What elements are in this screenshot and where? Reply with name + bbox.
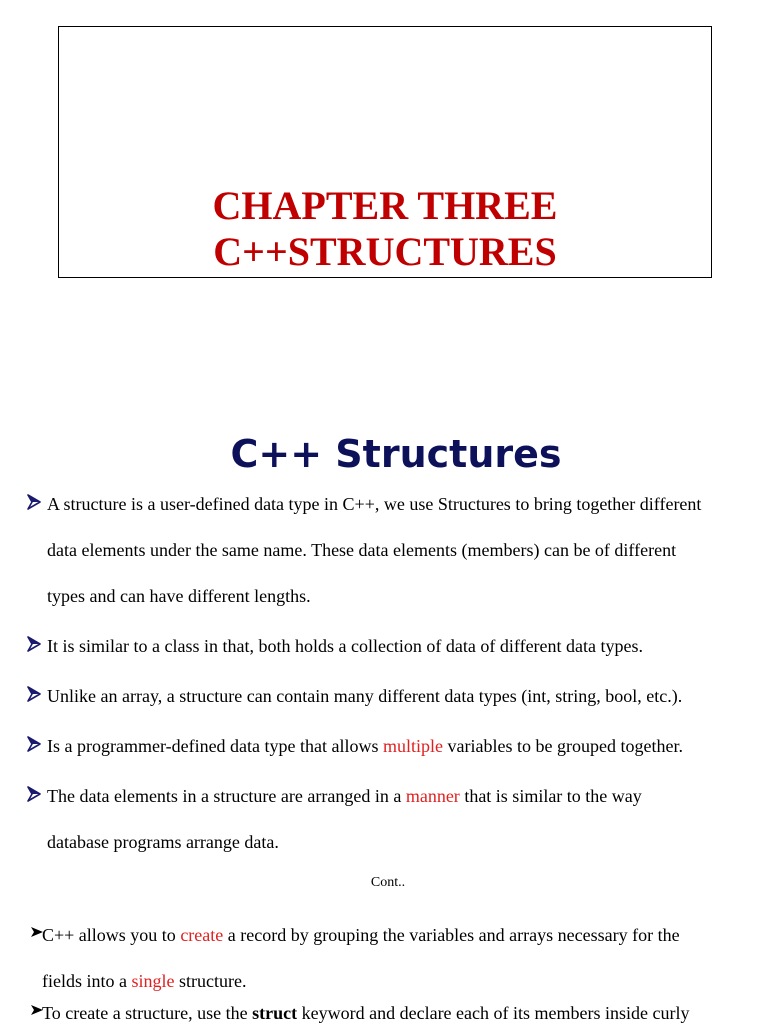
slide-heading: C++ Structures xyxy=(230,432,562,476)
chapter-title-box xyxy=(58,26,712,278)
highlight-word: multiple xyxy=(383,736,444,756)
highlight-word: create xyxy=(180,925,224,945)
arrow-bullet-icon xyxy=(26,636,42,652)
bullet-text-part: The data elements in a structure are arranged in a xyxy=(47,786,406,806)
cont-label-text: Cont.. xyxy=(370,875,406,890)
bullet-text-part: fields into a xyxy=(42,971,132,991)
bullet-text-part: variables to be grouped together. xyxy=(443,736,683,756)
arrow-bullet-icon xyxy=(26,686,42,702)
arrow-bullet-icon xyxy=(26,494,42,510)
highlight-word: single xyxy=(131,971,175,991)
bullet-line: database programs arrange data. xyxy=(47,832,279,852)
arrow-bullet-icon xyxy=(26,786,42,802)
keyword: struct xyxy=(252,1003,298,1023)
bullet-line xyxy=(47,773,754,819)
bullet-text-part: Is a programmer-defined data type that allows xyxy=(47,736,384,756)
bullet-line: A structure is a user-defined data type in C++, we use Structures to bring together different xyxy=(47,494,702,514)
bullet-text xyxy=(47,481,754,619)
bullet-text xyxy=(47,723,754,769)
highlight-word: manner xyxy=(405,786,460,806)
bullet-text-part: that is similar to the way xyxy=(459,786,642,806)
bullet-text-part: a record by grouping the variables and arrays necessary for the xyxy=(223,925,680,945)
bullet-line: types and can have different lengths. xyxy=(47,586,311,606)
bullet-text-part: structure. xyxy=(174,971,247,991)
bullet-line: data elements under the same name. These data elements (members) can be of different xyxy=(47,540,677,560)
cont-label xyxy=(0,875,768,891)
chapter-title xyxy=(59,183,711,275)
chapter-title-line-1: CHAPTER THREE xyxy=(212,183,558,228)
arrow-bullet-icon xyxy=(26,736,42,752)
bullet-text: Unlike an array, a structure can contain many different data types (int, string, bool, etc.). xyxy=(47,686,683,706)
chapter-title-line-2: C++STRUCTURES xyxy=(213,229,557,274)
bullet-text xyxy=(47,773,754,865)
bullet-text-part: C++ allows you to xyxy=(42,925,181,945)
bullet-text xyxy=(42,990,754,1036)
bullet-text: It is similar to a class in that, both holds a collection of data of different data types. xyxy=(47,636,644,656)
bullet-text-part: keyword and declare each of its members inside curly xyxy=(297,1003,690,1023)
bullet-text-part: To create a structure, use the xyxy=(42,1003,253,1023)
bullet-line xyxy=(42,912,754,958)
